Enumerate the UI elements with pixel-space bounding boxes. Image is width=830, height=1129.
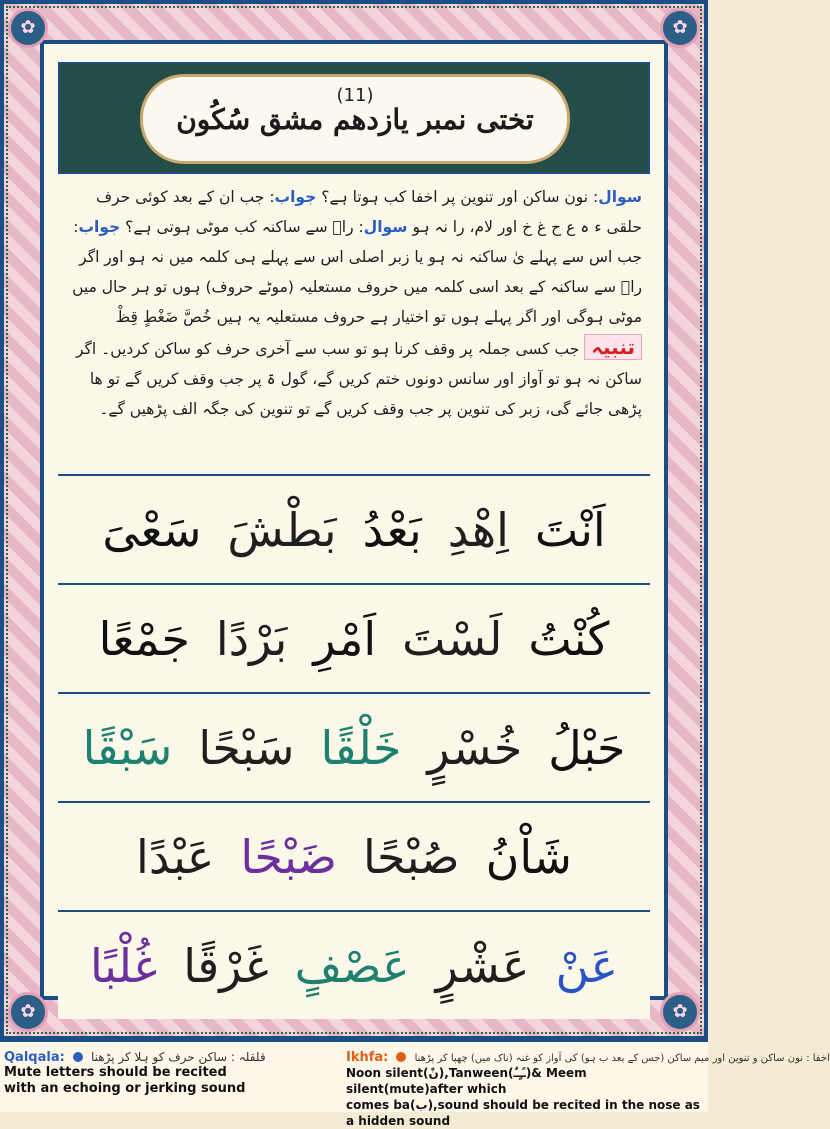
page-header [58, 62, 650, 174]
question-text: نون ساکن اور تنوین پر اخفا کب ہوتا ہے؟ [321, 188, 589, 206]
qalqala-desc-2: with an echoing or jerking sound [4, 1081, 246, 1096]
practice-word: اَمْرِ [313, 611, 377, 666]
qalqala-legend [4, 1046, 334, 1097]
practice-word: غُلْبًا [90, 938, 158, 993]
practice-word: عَصْفٍ [294, 938, 410, 993]
question-label: سوال [363, 218, 408, 236]
qalqala-urdu: قلقلہ : ساکن حرف کو ہلا کر پڑھنا [90, 1050, 266, 1064]
answer-label: جواب [274, 188, 317, 206]
ikhfa-label: Ikhfa: [346, 1050, 389, 1065]
corner-ornament-icon: ✿ [8, 992, 48, 1032]
corner-ornament-icon: ✿ [660, 8, 700, 48]
answer-text: جب اس سے پہلے یٰ ساکنہ نہ ہو یا زبر اصلی اس سے پہلے ہی کلمہ میں نہ ہو اور اگر راؔ سے ساکنہ کے بعد اسی کلمہ میں حروف مستعلیہ (موٹے حروف) ہوں تو ہر حال میں موٹی ہوگی اور اگر پہلے ہوں تو اختیار ہے حروف مستعلیہ یہ ہیں خُصَّ ضَغْطٍ قِظْ [72, 248, 642, 326]
practice-word: سَبْحًا [198, 720, 295, 775]
answer-continuation: اور لام، را نہ ہو [412, 218, 518, 236]
answer-label: جواب [78, 218, 121, 236]
orange-dot-icon [396, 1052, 406, 1062]
practice-word: ضَبْحًا [240, 829, 337, 884]
practice-word: سَبْقًا [82, 720, 173, 775]
practice-word: سَعْیَ [102, 502, 202, 557]
ikhfa-legend [346, 1046, 830, 1129]
practice-word: خُسْرٍ [427, 720, 523, 775]
practice-word: عَبْدًا [136, 829, 215, 884]
rules-text: سوال: نون ساکن اور تنوین پر اخفا کب ہوتا ہے؟ جواب: جب ان کے بعد کوئی حرف حلقی ء ہ ع ح غ خ اور لام، را نہ ہو سوال: راؔ سے ساکنہ کب موٹی ہوتی ہے؟ جواب: جب اس سے پہلے یٰ ساکنہ نہ ہو یا زبر اصلی اس سے پہلے ہی کلمہ میں نہ ہو اور اگر راؔ سے ساکنہ کے بعد اسی کلمہ میں حروف مستعلیہ (موٹے حروف) ہوں تو ہر حال میں موٹی ہوگی اور اگر پہلے ہوں تو اختیار ہے حروف مستعلیہ یہ ہیں خُصَّ ضَغْطٍ قِظْ تنبیہ جب کسی جملہ پر وقف کرنا ہو تو سب سے آخری حرف کو ساکن کردیں۔ اگر ساکن نہ ہو تو آواز اور سانس دونوں ختم کریں گے، گول ۃ پر جب وقف کریں گے تو ھا پڑھی جائے گی، زبر کی تنوین پر جب وقف کریں گے تو تنوین کی جگہ الف پڑھیں گے۔ [72, 188, 642, 418]
practice-word: جَمْعًا [98, 611, 190, 666]
page-title: تختی نمبر یازدھم مشق سُکُون [176, 102, 534, 136]
question-text: راؔ سے ساکنہ کب موٹی ہوتی ہے؟ [125, 218, 354, 236]
qalqala-label: Qalqala: [4, 1050, 65, 1065]
practice-word: بَطْشَ [227, 502, 337, 557]
ikhfa-urdu: اخفا : نون ساکن و تنوین اور میم ساکن (جس کے بعد ب ہو) کی آواز کو غنہ (ناک میں) چھپا کر پڑھنا [414, 1053, 830, 1064]
practice-word: عَشْرٍ [435, 938, 530, 993]
page-content [40, 40, 668, 1000]
warning-label: تنبیہ [584, 334, 642, 360]
word-row [58, 910, 650, 1019]
practice-words [58, 474, 650, 1019]
practice-word: اِھْدِ [447, 502, 509, 557]
answer-text: جب ان کے بعد کوئی حرف حلقی ء ہ ع ح غ خ [96, 188, 642, 236]
corner-ornament-icon: ✿ [8, 8, 48, 48]
practice-word: غَرْقًا [183, 938, 269, 993]
practice-word: شَاْنُ [485, 829, 572, 884]
practice-word: حَبْلُ [548, 720, 626, 775]
practice-word: بَرْدًا [215, 611, 288, 666]
qalqala-desc-1: Mute letters should be recited [4, 1065, 227, 1080]
legend-footer [0, 1040, 830, 1128]
practice-word: لَسْتَ [402, 611, 503, 666]
practice-word: اَنْتَ [534, 502, 606, 557]
ikhfa-desc-1: Noon silent(نْ),Tanween(ـًـٍـٌ)& Meem silent(mute)after which [346, 1066, 587, 1096]
practice-word: عَنْ [555, 938, 618, 993]
lesson-number: (11) [336, 85, 374, 106]
word-row [58, 692, 650, 801]
title-banner [140, 74, 570, 164]
warning-text: جب کسی جملہ پر وقف کرنا ہو تو سب سے آخری حرف کو ساکن کردیں۔ اگر ساکن نہ ہو تو آواز اور سانس دونوں ختم کریں گے، گول ۃ پر جب وقف کریں گے تو ھا پڑھی جائے گی، زبر کی تنوین پر جب وقف کریں گے تو تنوین کی جگہ الف پڑھیں گے۔ [75, 340, 642, 418]
practice-word: صُبْحًا [362, 829, 460, 884]
question-label: سوال [598, 188, 642, 206]
word-row [58, 474, 650, 583]
ikhfa-desc-2: comes ba(ب),sound should be recited in the nose as a hidden sound [346, 1098, 700, 1128]
word-row [58, 801, 650, 910]
blue-dot-icon [73, 1052, 83, 1062]
practice-word: خَلْقًا [320, 720, 402, 775]
corner-ornament-icon: ✿ [660, 992, 700, 1032]
word-row [58, 583, 650, 692]
practice-word: کُنْتُ [528, 611, 610, 666]
practice-word: بَعْدُ [362, 502, 422, 557]
